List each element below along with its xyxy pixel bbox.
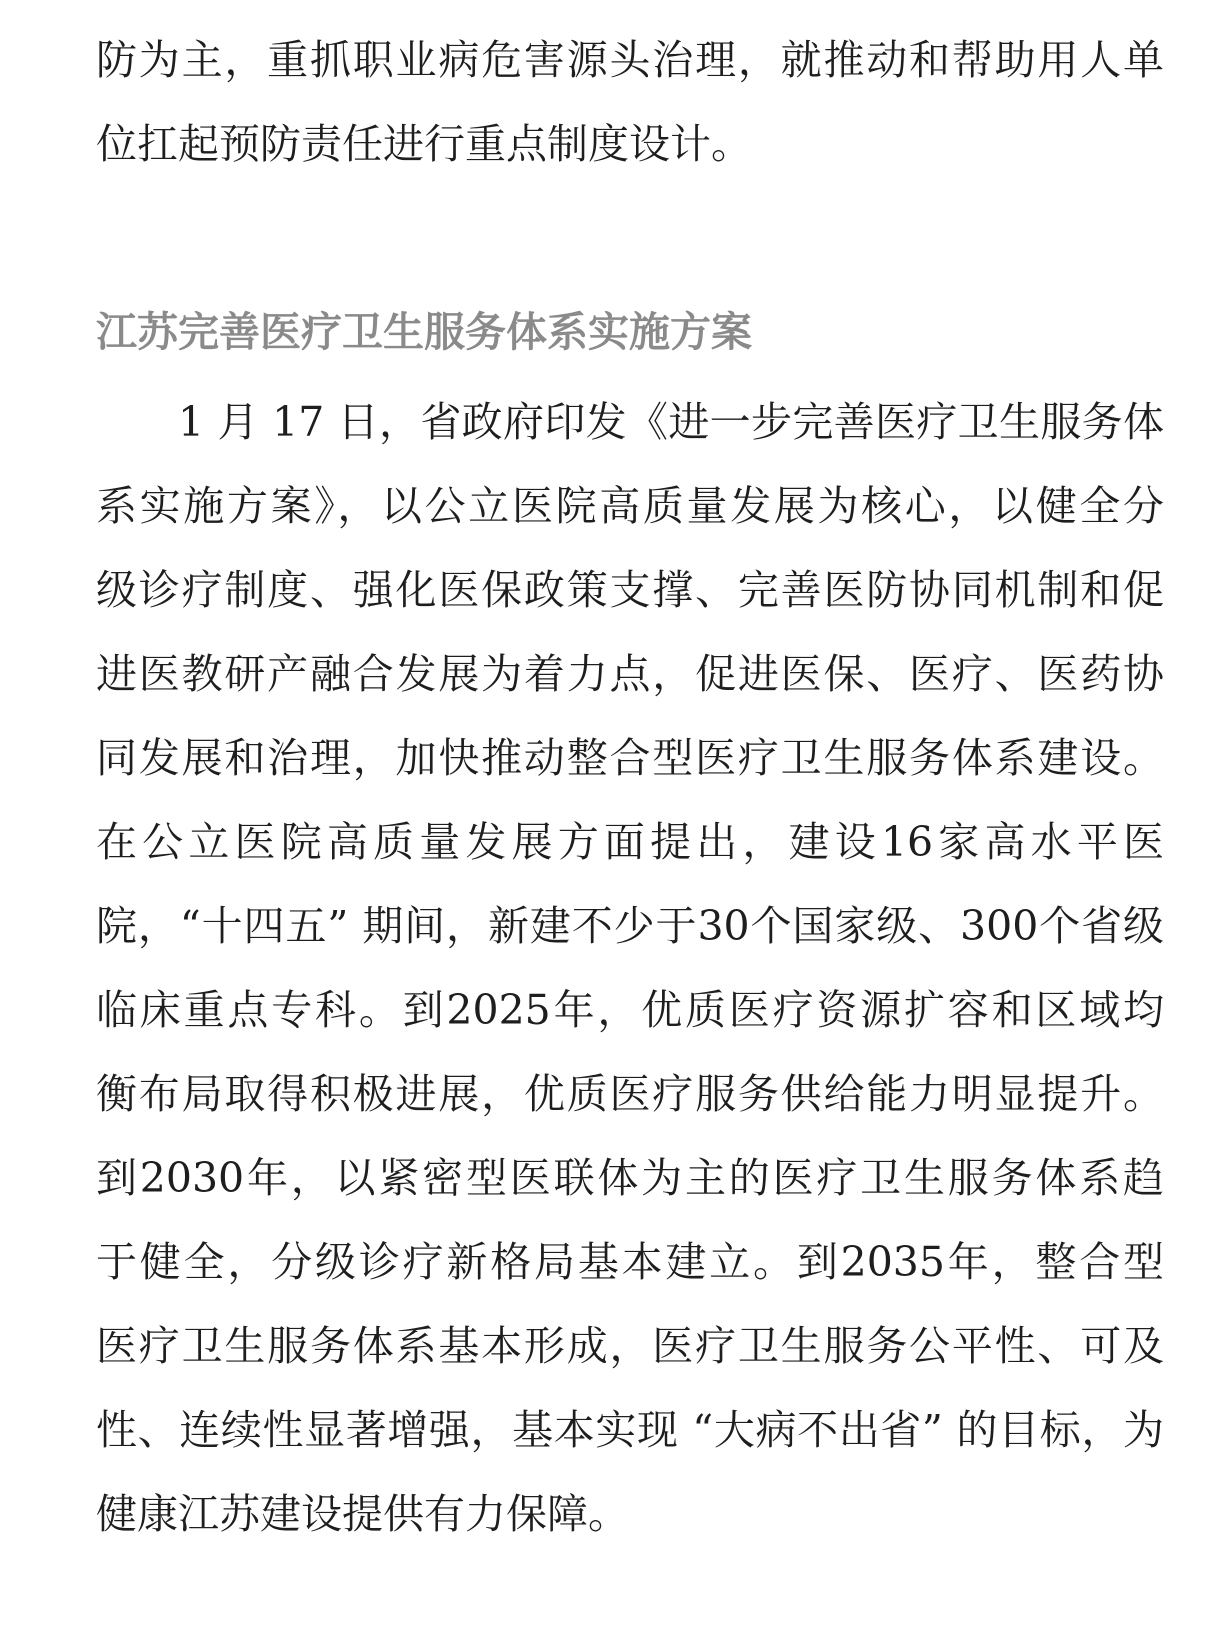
paragraph-line: 临床重点专科。到2025年，优质医疗资源扩容和区域均 [96, 986, 1164, 1035]
section-heading: 江苏完善医疗卫生服务体系实施方案 [96, 308, 752, 357]
paragraph-line: 到2030年，以紧密型医联体为主的医疗卫生服务体系趋 [96, 1154, 1164, 1203]
paragraph-line: 在公立医院高质量发展方面提出，建设16家高水平医 [96, 818, 1164, 867]
section-paragraph [96, 380, 1164, 1556]
paragraph-line: 1 月 17 日，省政府印发《进一步完善医疗卫生服务体 [178, 398, 1164, 447]
paragraph-line: 进医教研产融合发展为着力点，促进医保、医疗、医药协 [96, 650, 1164, 699]
paragraph-line: 防为主，重抓职业病危害源头治理，就推动和帮助用人单 [96, 36, 1164, 84]
paragraph-line: 医疗卫生服务体系基本形成，医疗卫生服务公平性、可及 [96, 1322, 1164, 1371]
section [96, 290, 1164, 1556]
paragraph-line: 性、连续性显著增强，基本实现 “大病不出省” 的目标，为 [96, 1406, 1164, 1455]
paragraph-line: 系实施方案》，以公立医院高质量发展为核心，以健全分 [96, 482, 1164, 531]
paragraph-line: 于健全，分级诊疗新格局基本建立。到2035年，整合型 [96, 1238, 1164, 1287]
document-page [96, 18, 1164, 1556]
paragraph-line: 健康江苏建设提供有力保障。 [96, 1490, 629, 1539]
paragraph-line: 同发展和治理，加快推动整合型医疗卫生服务体系建设。 [96, 734, 1164, 783]
continued-paragraph [96, 18, 1164, 186]
section-spacer [96, 186, 1164, 256]
paragraph-line: 衡布局取得积极进展，优质医疗服务供给能力明显提升。 [96, 1070, 1164, 1119]
paragraph-line: 位扛起预防责任进行重点制度设计。 [96, 120, 752, 168]
paragraph-line: 级诊疗制度、强化医保政策支撑、完善医防协同机制和促 [96, 566, 1164, 615]
paragraph-line: 院，“十四五” 期间，新建不少于30个国家级、300个省级 [96, 902, 1164, 951]
